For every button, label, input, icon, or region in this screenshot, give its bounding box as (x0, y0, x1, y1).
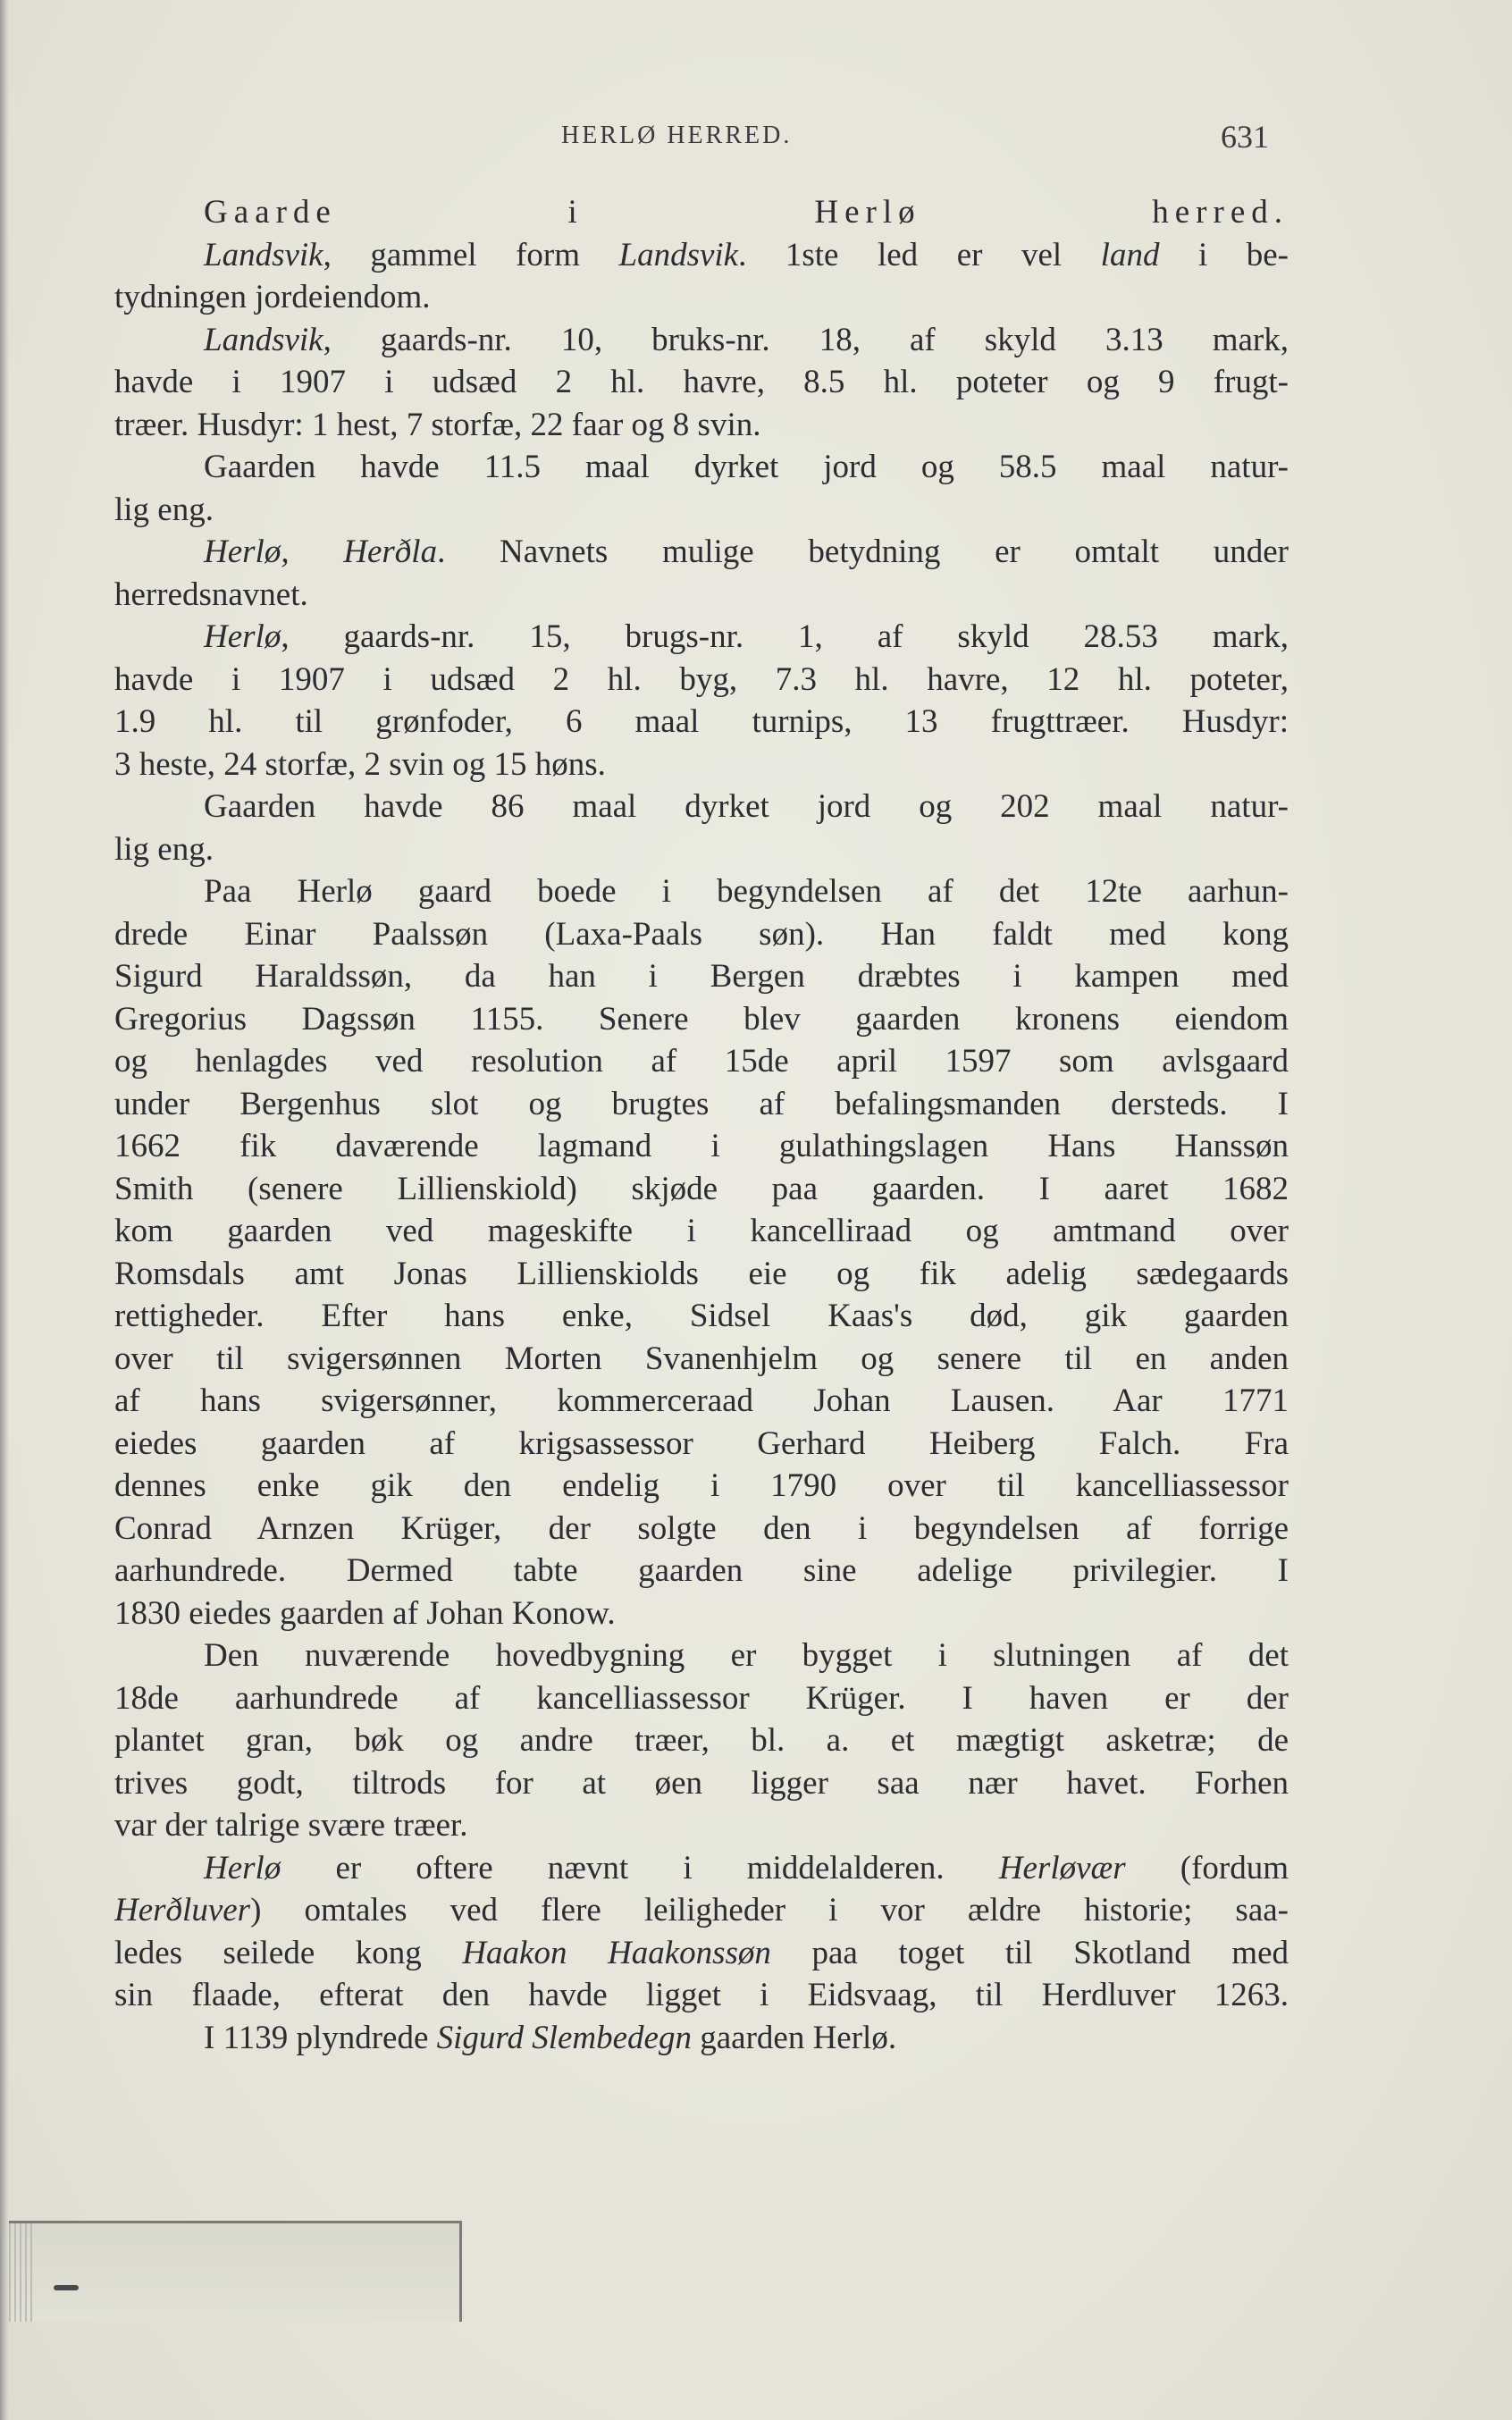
text-run: Den nuværende hovedbygning er bygget i slutningen af det (204, 1637, 1289, 1674)
italic-text: Landsvik (204, 321, 323, 358)
text-line (114, 1719, 1289, 1762)
text-run: . Navnets mulige betydning er omtalt under (437, 534, 1289, 570)
text-run: I 1139 plyndrede (204, 2019, 437, 2056)
text-line (114, 1168, 1289, 1211)
text-run: havde i 1907 i udsæd 2 hl. byg, 7.3 hl. havre, 12 hl. poteter, (114, 660, 1289, 698)
text-run: gaarden Herlø. (691, 2019, 897, 2056)
text-line (114, 1804, 1289, 1847)
text-line (114, 1889, 1289, 1932)
italic-text: Haakon Haakonssøn (462, 1934, 771, 1971)
italic-text: Sigurd Slembedegn (436, 2019, 692, 2056)
text-run: og henlagdes ved resolution af 15de april 1597 som avlsgaard (114, 1043, 1289, 1080)
text-line (114, 870, 1289, 913)
text-line (114, 828, 1289, 871)
italic-text: Herlø, Herðla (204, 534, 438, 570)
text-line (114, 998, 1289, 1041)
page-number: 631 (1221, 119, 1269, 155)
text-line (114, 616, 1289, 659)
text-run: kom gaarden ved mageskifte i kancelliraad og amtmand over (114, 1213, 1289, 1249)
text-run: tydningen jordeiendom. (114, 279, 431, 315)
text-line (114, 1974, 1289, 2017)
text-run: 3 heste, 24 storfæ, 2 svin og 15 høns. (114, 745, 606, 783)
text-run: Gaarden havde 11.5 maal dyrket jord og 58.5 maal natur- (204, 449, 1289, 485)
page-binding-edge (0, 0, 9, 2420)
text-line (114, 531, 1289, 574)
text-run: plantet gran, bøk og andre træer, bl. a. et mægtigt asketræ; de (114, 1722, 1289, 1759)
text-run: herredsnavnet. (114, 576, 308, 613)
text-run: aarhundrede. Dermed tabte gaarden sine adelige privilegier. I (114, 1552, 1289, 1589)
text-line (114, 1338, 1289, 1381)
text-run: ledes seilede kong (114, 1934, 463, 1971)
running-head: HERLØ HERRED. (561, 122, 793, 149)
italic-text: Herlø (204, 1849, 281, 1886)
text-run: eiedes gaarden af krigsassessor Gerhard Heiberg Falch. Fra (114, 1424, 1289, 1462)
text-run: (fordum (1125, 1849, 1289, 1886)
text-run: , gaards-nr. 10, bruks-nr. 18, af skyld 3.13 mark, (323, 321, 1289, 358)
text-line (114, 701, 1289, 744)
text-line (114, 1465, 1289, 1508)
text-run: lig eng. (114, 491, 214, 528)
italic-text: Herlø (204, 618, 281, 655)
text-line (114, 1295, 1289, 1338)
italic-text: Herløvær (998, 1849, 1126, 1886)
text-run: , gaards-nr. 15, brugs-nr. 1, af skyld 28.53 mark, (281, 618, 1289, 655)
text-line (114, 1423, 1289, 1466)
scan-edge-texture (9, 2223, 36, 2322)
text-run: havde i 1907 i udsæd 2 hl. havre, 8.5 hl. poteter og 9 frugt- (114, 364, 1289, 400)
text-line (114, 2017, 1289, 2060)
text-run: er oftere nævnt i middelalderen. (281, 1849, 999, 1886)
text-line (114, 446, 1289, 489)
text-line (114, 1677, 1289, 1720)
text-run: træer. Husdyr: 1 hest, 7 storfæ, 22 faar og 8 svin. (114, 406, 761, 443)
text-line (114, 744, 1289, 786)
text-run: af hans svigersønner, kommerceraad Johan Lausen. Aar 1771 (114, 1382, 1289, 1419)
text-run: 1662 fik daværende lagmand i gulathingslagen Hans Hanssøn (114, 1128, 1289, 1164)
text-run: Smith (senere Lillienskiold) skjøde paa gaarden. I aaret 1682 (114, 1170, 1289, 1207)
italic-text: land (1100, 236, 1160, 273)
text-line (114, 1634, 1289, 1677)
text-run: 1.9 hl. til grønfoder, 6 maal turnips, 13 frugttræer. Husdyr: (114, 703, 1289, 740)
text-run: 1830 eiedes gaarden af Johan Konow. (114, 1594, 616, 1632)
text-line (114, 786, 1289, 828)
text-line (114, 404, 1289, 447)
text-run: Conrad Arnzen Krüger, der solgte den i begyndelsen af forrige (114, 1509, 1289, 1547)
scan-margin-artifact (9, 2221, 462, 2322)
text-line (114, 1125, 1289, 1168)
text-line (114, 234, 1289, 277)
text-run: Paa Herlø gaard boede i begyndelsen af det 12te aarhun- (204, 873, 1289, 910)
text-run: under Bergenhus slot og brugtes af befalingsmanden dersteds. I (114, 1085, 1289, 1122)
italic-text: Herðluver (114, 1892, 251, 1928)
text-line (114, 319, 1289, 362)
text-run: ) omtales ved flere leiligheder i vor ældre historie; saa- (250, 1892, 1289, 1928)
text-run: Gaarden havde 86 maal dyrket jord og 202 maal natur- (204, 788, 1289, 825)
text-line (114, 1508, 1289, 1550)
text-run: , gammel form (323, 236, 619, 273)
text-line (114, 1550, 1289, 1592)
text-line (114, 659, 1289, 702)
body-text (114, 191, 1289, 2059)
text-line (114, 1592, 1289, 1635)
text-line (114, 489, 1289, 532)
text-run: Romsdals amt Jonas Lillienskiolds eie og fik adelig sædegaards (114, 1255, 1289, 1292)
text-line (114, 1040, 1289, 1083)
text-line (114, 361, 1289, 404)
italic-text: Landsvik (204, 236, 323, 273)
text-run: i be- (1159, 236, 1289, 273)
text-line (114, 191, 1289, 234)
text-line (114, 913, 1289, 956)
text-run: rettigheder. Efter hans enke, Sidsel Kaas's død, gik gaarden (114, 1298, 1289, 1334)
text-line (114, 1380, 1289, 1423)
text-run: . 1ste led er vel (738, 236, 1101, 273)
text-line (114, 1083, 1289, 1126)
text-line (114, 1847, 1289, 1890)
text-line (114, 1762, 1289, 1805)
text-run: Gaarde i Herlø herred. (204, 194, 1289, 231)
text-run: dennes enke gik den endelig i 1790 over til kancelliassessor (114, 1467, 1289, 1504)
text-line (114, 955, 1289, 998)
italic-text: Landsvik (618, 236, 739, 273)
text-line (114, 276, 1289, 319)
text-run: Gregorius Dagssøn 1155. Senere blev gaarden kronens eiendom (114, 1000, 1289, 1038)
text-run: paa toget til Skotland med (770, 1934, 1289, 1971)
text-run: var der talrige svære træer. (114, 1807, 468, 1844)
text-line (114, 574, 1289, 617)
text-run: lig eng. (114, 830, 214, 868)
scan-mark (54, 2285, 79, 2290)
text-run: 18de aarhundrede af kancelliassessor Krüger. I haven er der (114, 1679, 1289, 1717)
text-line (114, 1253, 1289, 1296)
text-line (114, 1210, 1289, 1253)
page-header (0, 119, 1512, 157)
text-line (114, 1932, 1289, 1975)
text-run: Sigurd Haraldssøn, da han i Bergen dræbtes i kampen med (114, 958, 1289, 995)
text-run: trives godt, tiltrods for at øen ligger saa nær havet. Forhen (114, 1764, 1289, 1802)
text-run: drede Einar Paalssøn (Laxa-Paals søn). Han faldt med kong (114, 915, 1289, 953)
text-run: over til svigersønnen Morten Svanenhjelm og senere til en anden (114, 1340, 1289, 1377)
text-run: sin flaade, efterat den havde ligget i Eidsvaag, til Herdluver 1263. (114, 1977, 1289, 2013)
